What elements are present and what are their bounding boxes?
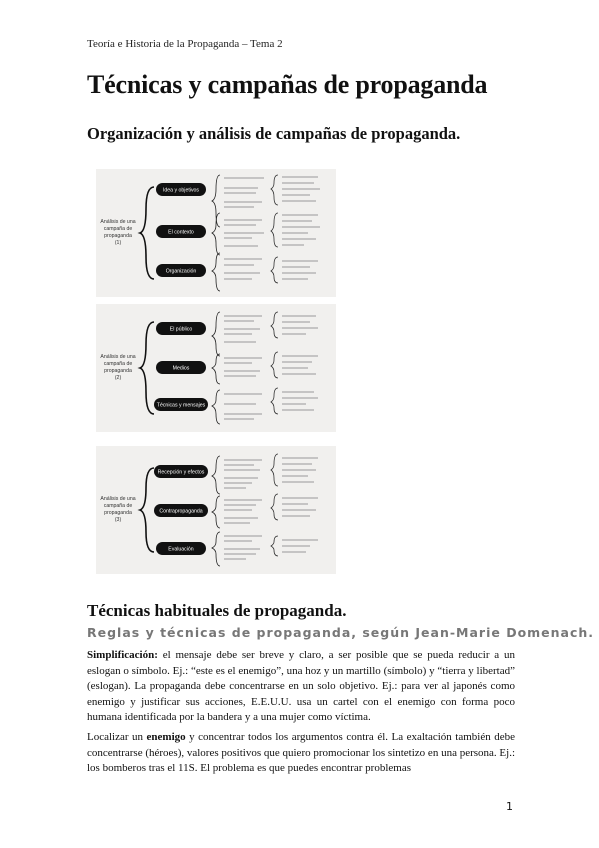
root-label: Análisis de una [100, 219, 136, 225]
right-braces [271, 175, 278, 283]
node-label: Evaluación [168, 546, 194, 553]
blurred-text-lines [224, 177, 320, 279]
right-braces [271, 312, 278, 414]
mindmap-figure-3 [96, 446, 336, 574]
sub-brace [212, 354, 220, 384]
root-label: propaganda [104, 233, 132, 239]
node-label: Organización [165, 268, 197, 275]
mindmap-figure-2 [96, 304, 336, 432]
node-label: Recepción y efectos [157, 469, 205, 476]
paragraph-simplificacion [87, 648, 515, 726]
left-brace [140, 468, 154, 552]
node-label: Contrapropaganda [159, 508, 203, 515]
root-label: Análisis de una [100, 354, 136, 360]
sub-brace [212, 496, 220, 528]
right-braces [271, 454, 278, 556]
page-number: 1 [506, 800, 513, 813]
mindmap-2-svg [96, 304, 336, 432]
page-title: Técnicas y campañas de propaganda [87, 70, 488, 99]
paragraph-enemigo [87, 730, 515, 777]
mindmap-figure-1 [96, 169, 336, 297]
paragraph-text: el mensaje debe ser breve y claro, a ser posible que se pueda reducir a un eslogan o símbolo. Ej.: “este es el enemigo”, una hoz y un martillo (símbolo) y “tierra y libertad” (eslogan). La propaganda debe concentrarse en un solo objetivo. Ej.: para ver al japonés como enemigo y justificar sus acciones, E.E.U.U. usa un cartel con el enemigo con forma poco humana identificada por la bandera y a una mujer como víctima. [87, 649, 515, 723]
sub-brace [212, 390, 220, 424]
node-label: Técnicas y mensajes [156, 402, 206, 409]
node-label: Medios [172, 365, 190, 372]
sub-brace [212, 213, 220, 255]
paragraph-text: Localizar un [87, 731, 147, 743]
sub-brace [212, 253, 220, 291]
sub-brace [212, 532, 220, 566]
root-label: Análisis de una [100, 496, 136, 502]
node-label: El público [169, 326, 193, 333]
section-subheading: Reglas y técnicas de propaganda, según Jean-Marie Domenach. [87, 625, 595, 640]
root-label: propaganda [104, 368, 132, 374]
term-enemigo: enemigo [146, 731, 186, 743]
sub-brace [212, 456, 220, 494]
mindmap-1-svg [96, 169, 336, 297]
blurred-text-lines [224, 316, 318, 419]
root-label: (1) [114, 240, 122, 246]
root-label: campaña de [103, 361, 133, 367]
section-heading: Técnicas habituales de propaganda. [87, 601, 347, 620]
running-head: Teoría e Historia de la Propaganda – Tema 2 [87, 38, 283, 50]
left-brace [140, 322, 154, 414]
mindmap-3-svg [96, 446, 336, 574]
left-brace [140, 187, 154, 279]
root-label: campaña de [103, 226, 133, 232]
node-label: El contexto [168, 229, 194, 236]
root-label: (3) [114, 517, 122, 523]
paragraph-text: y concentrar todos los argumentos contra él. La exaltación también debe concentrarse (héroes), valores positivos que quiero promocionar los sintetizo en una persona. Ej.: los bomberos tras el 11S. El problema es que puedes encontrar problemas [87, 731, 515, 774]
root-label: propaganda [104, 510, 132, 516]
root-label: campaña de [103, 503, 133, 509]
sub-brace [212, 312, 220, 356]
node-label: Idea y objetivos [162, 187, 200, 194]
blurred-text-lines [224, 458, 318, 559]
term-simplificacion: Simplificación: [87, 649, 158, 661]
section-subtitle: Organización y análisis de campañas de propaganda. [87, 124, 461, 143]
root-label: (2) [114, 375, 122, 381]
